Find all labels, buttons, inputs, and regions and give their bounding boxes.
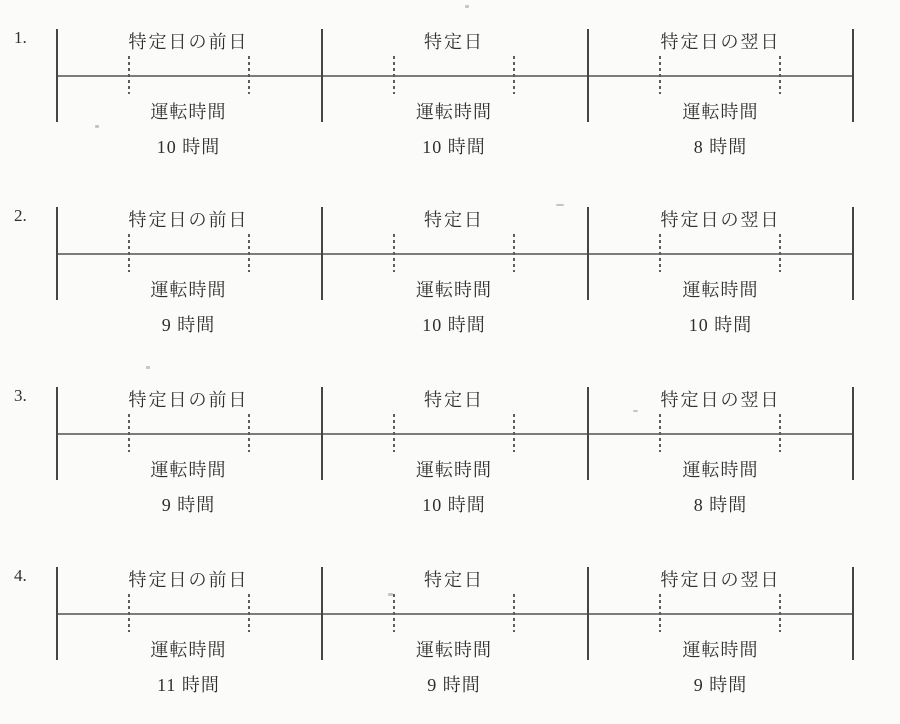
section-specific-day xyxy=(321,380,587,520)
driving-hours: 9 時間 xyxy=(693,675,748,695)
scan-artifact xyxy=(556,204,564,206)
period-end-tick xyxy=(779,234,781,272)
period-start-tick xyxy=(659,594,661,632)
day-label: 特定日の前日 xyxy=(128,32,249,52)
section-day-before xyxy=(56,560,321,700)
item-number: 4. xyxy=(14,566,27,585)
driving-hours: 10 時間 xyxy=(422,495,486,515)
driving-time-label: 運転時間 xyxy=(150,460,227,480)
driving-time-label: 運転時間 xyxy=(150,640,227,660)
driving-time-label: 運転時間 xyxy=(682,460,759,480)
timeline xyxy=(56,22,854,162)
driving-hours: 10 時間 xyxy=(422,137,486,157)
day-label: 特定日の前日 xyxy=(128,570,249,590)
period-end-tick xyxy=(248,594,250,632)
driving-time-label: 運転時間 xyxy=(150,280,227,300)
period-end-tick xyxy=(513,594,515,632)
period-end-tick xyxy=(513,56,515,94)
day-label: 特定日 xyxy=(424,210,484,230)
driving-time-label: 運転時間 xyxy=(682,640,759,660)
period-end-tick xyxy=(513,414,515,452)
scan-artifact xyxy=(465,5,469,8)
section-day-after xyxy=(587,380,854,520)
period-start-tick xyxy=(128,234,130,272)
day-label: 特定日 xyxy=(424,570,484,590)
driving-hours: 9 時間 xyxy=(161,315,216,335)
driving-hours: 8 時間 xyxy=(693,495,748,515)
driving-hours: 10 時間 xyxy=(422,315,486,335)
item-number: 2. xyxy=(14,206,27,225)
day-label: 特定日の前日 xyxy=(128,210,249,230)
diagram-row xyxy=(0,22,900,172)
period-end-tick xyxy=(248,414,250,452)
driving-hours: 10 時間 xyxy=(688,315,753,335)
period-start-tick xyxy=(393,414,395,452)
period-start-tick xyxy=(393,234,395,272)
section-specific-day xyxy=(321,22,587,162)
day-label: 特定日の前日 xyxy=(128,390,249,410)
period-start-tick xyxy=(393,56,395,94)
period-end-tick xyxy=(779,594,781,632)
driving-time-label: 運転時間 xyxy=(416,460,492,480)
scan-artifact xyxy=(633,410,638,412)
section-day-before xyxy=(56,22,321,162)
driving-hours: 9 時間 xyxy=(161,495,216,515)
period-start-tick xyxy=(128,56,130,94)
period-start-tick xyxy=(659,56,661,94)
section-specific-day xyxy=(321,560,587,700)
period-end-tick xyxy=(513,234,515,272)
timeline xyxy=(56,380,854,520)
section-day-before xyxy=(56,380,321,520)
scan-artifact xyxy=(95,125,99,128)
driving-hours: 11 時間 xyxy=(157,675,220,695)
timeline xyxy=(56,560,854,700)
day-label: 特定日の翌日 xyxy=(660,32,781,52)
period-end-tick xyxy=(779,414,781,452)
scan-artifact xyxy=(388,593,393,596)
driving-hours: 8 時間 xyxy=(693,137,748,157)
driving-hours: 9 時間 xyxy=(427,675,481,695)
driving-time-label: 運転時間 xyxy=(150,102,227,122)
item-number: 3. xyxy=(14,386,27,405)
period-end-tick xyxy=(248,56,250,94)
driving-time-label: 運転時間 xyxy=(416,280,492,300)
item-number: 1. xyxy=(14,28,27,47)
timeline xyxy=(56,200,854,340)
driving-time-label: 運転時間 xyxy=(416,640,492,660)
section-specific-day xyxy=(321,200,587,340)
driving-time-label: 運転時間 xyxy=(682,280,759,300)
period-start-tick xyxy=(659,414,661,452)
day-label: 特定日の翌日 xyxy=(660,210,781,230)
section-day-after xyxy=(587,200,854,340)
scan-artifact xyxy=(146,366,150,369)
section-day-before xyxy=(56,200,321,340)
period-end-tick xyxy=(779,56,781,94)
day-label: 特定日 xyxy=(424,32,484,52)
driving-time-label: 運転時間 xyxy=(682,102,759,122)
period-end-tick xyxy=(248,234,250,272)
driving-time-label: 運転時間 xyxy=(416,102,492,122)
period-start-tick xyxy=(659,234,661,272)
section-day-after xyxy=(587,560,854,700)
period-start-tick xyxy=(128,414,130,452)
diagram-row xyxy=(0,200,900,350)
section-day-after xyxy=(587,22,854,162)
period-start-tick xyxy=(128,594,130,632)
diagram-row xyxy=(0,560,900,710)
day-label: 特定日の翌日 xyxy=(660,570,781,590)
period-start-tick xyxy=(393,594,395,632)
diagram-row xyxy=(0,380,900,530)
day-label: 特定日 xyxy=(424,390,484,410)
driving-hours: 10 時間 xyxy=(156,137,221,157)
day-label: 特定日の翌日 xyxy=(660,390,781,410)
